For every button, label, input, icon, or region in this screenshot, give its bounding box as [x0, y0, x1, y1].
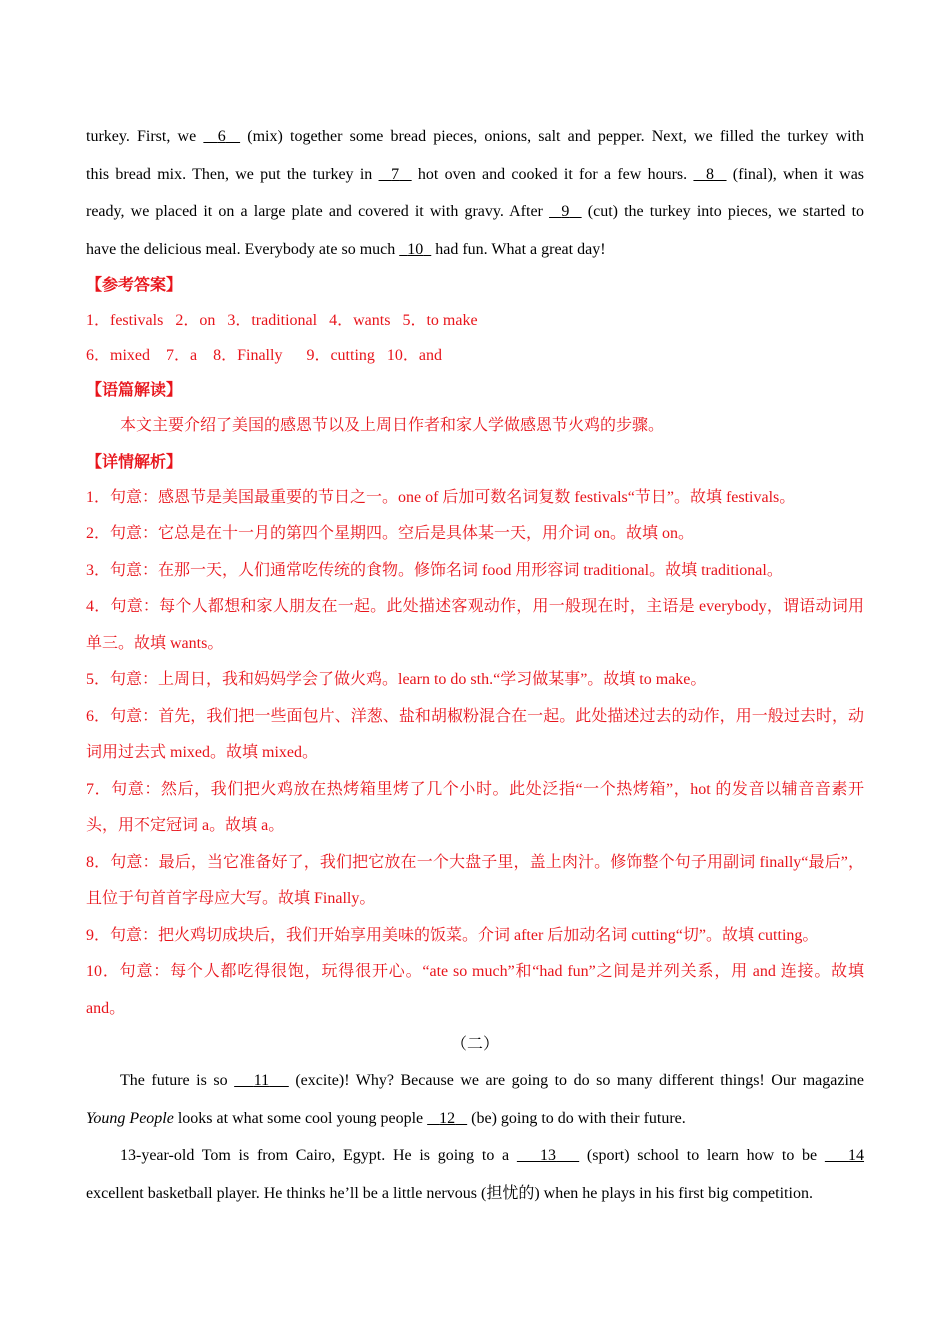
passage-line: turkey. First, we 6 (mix) together some bread pieces, onions, salt and pepper. Next, we filled the turkey with: [86, 128, 865, 145]
analysis-item: 5．句意：上周日，我和妈妈学会了做火鸡。learn to do sth.“学习做某事”。故填 to make。: [86, 671, 707, 688]
analysis-heading: 【详情解析】: [86, 453, 183, 471]
passage2-paragraph: The future is so 11 (excite)! Why? Because we are going to do so many different things! Our magazine: [120, 1072, 865, 1089]
answer-item: 1．festivals: [86, 312, 164, 329]
magazine-title: Young People: [86, 1109, 174, 1127]
passage-line: this bread mix. Then, we put the turkey in 7 hot oven and cooked it for a few hours. 8 (final), when it was: [86, 165, 865, 183]
answers-row: [86, 303, 864, 338]
answer-item: 5．to make: [402, 312, 478, 329]
blank-7[interactable]: 7: [391, 165, 400, 183]
passage-line: have the delicious meal. Everybody ate so much 10 had fun. What a great day!: [86, 240, 606, 258]
blank-11[interactable]: 11: [253, 1072, 270, 1089]
blank-12[interactable]: 12: [439, 1109, 456, 1127]
answer-item: 4．wants: [329, 312, 391, 329]
blank-10[interactable]: 10: [407, 240, 424, 258]
analysis-item: 2．句意：它总是在十一月的第四个星期四。空后是具体某一天，用介词 on。故填 on。: [86, 525, 695, 542]
document-page: [86, 118, 864, 1212]
analysis-item: 3．句意：在那一天，人们通常吃传统的食物。修饰名词 food 用形容词 traditional。故填 traditional。: [86, 561, 783, 579]
passage2-paragraph-cont: Young People looks at what some cool young people 12 (be) going to do with their future.: [86, 1109, 686, 1127]
answer-item: 9．cutting: [306, 347, 375, 364]
analysis-item: 1．句意：感恩节是美国最重要的节日之一。one of 后加可数名词复数 festivals“节日”。故填 festivals。: [86, 488, 796, 506]
section-title: （二）: [450, 1036, 499, 1053]
passage2-paragraph: 13-year-old Tom is from Cairo, Egypt. He is going to a 13 (sport) school to learn how to be 14: [120, 1147, 865, 1164]
answer-item: 7．a: [166, 347, 198, 364]
blank-9[interactable]: 9: [561, 203, 570, 220]
blank-6[interactable]: 6: [217, 128, 226, 145]
blank-8[interactable]: 8: [705, 165, 714, 183]
reading-heading: 【语篇解读】: [86, 382, 183, 399]
passage-line: ready, we placed it on a large plate and covered it with gravy. After 9 (cut) the turkey into pieces, we started to: [86, 203, 865, 220]
answer-item: 10．and: [386, 347, 443, 364]
analysis-item: 9．句意：把火鸡切成块后，我们开始享用美味的饭菜。介词 after 后加动名词 cutting“切”。故填 cutting。: [86, 926, 819, 944]
blank-13[interactable]: 13: [540, 1147, 557, 1164]
answer-item: 2．on: [175, 312, 216, 329]
analysis-item: 10．句意：每个人都吃得很饱，玩得很开心。“ate so much”和“had fun”之间是并列关系，用 and 连接。故填 and。: [86, 963, 864, 1017]
answer-item: 3．traditional: [227, 312, 318, 329]
passage2-paragraph-cont: excellent basketball player. He thinks he’ll be a little nervous (担忧的) when he plays in his first big competition.: [86, 1184, 813, 1202]
answer-item: 6．mixed: [86, 347, 150, 364]
answers-heading: 【参考答案】: [86, 277, 183, 294]
answer-item: 8．Finally: [213, 347, 283, 364]
reading-text: 本文主要介绍了美国的感恩节以及上周日作者和家人学做感恩节火鸡的步骤。: [120, 417, 665, 434]
blank-14[interactable]: 14: [848, 1147, 865, 1164]
analysis-item: 8．句意：最后，当它准备好了，我们把它放在一个大盘子里，盖上肉汁。修饰整个句子用副词 finally“最后”，且位于句首首字母应大写。故填 Finally。: [86, 853, 864, 907]
analysis-item: 6．句意：首先，我们把一些面包片、洋葱、盐和胡椒粉混合在一起。此处描述过去的动作，用一般过去时，动词用过去式 mixed。故填 mixed。: [86, 707, 864, 761]
analysis-item: 7．句意：然后，我们把火鸡放在热烤箱里烤了几个小时。此处泛指“一个热烤箱”，hot 的发音以辅音音素开头，用不定冠词 a。故填 a。: [86, 780, 864, 834]
analysis-item: 4．句意：每个人都想和家人朋友在一起。此处描述客观动作，用一般现在时，主语是 everybody，谓语动词用单三。故填 wants。: [86, 598, 864, 652]
answers-row: [86, 338, 864, 373]
